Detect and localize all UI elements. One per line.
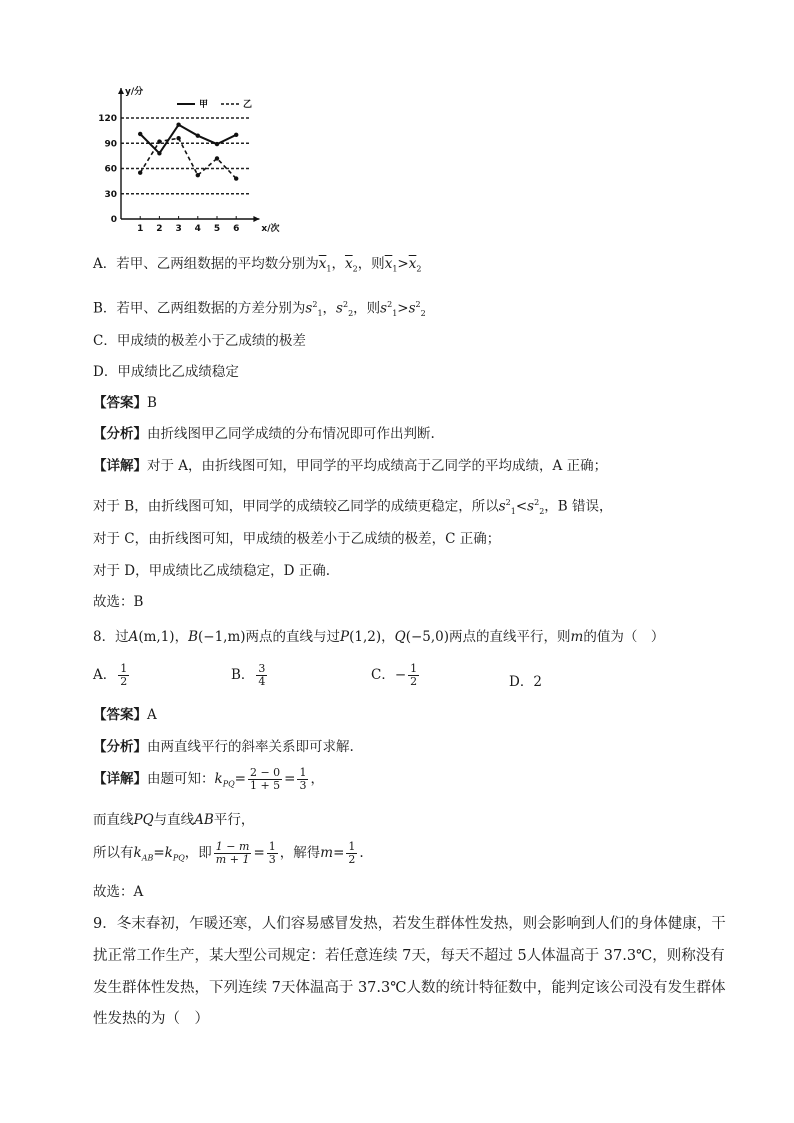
data-point <box>215 142 219 146</box>
q9-stem-line-4: 性发热的为（ ） <box>93 1011 209 1027</box>
q7-answer: 【答案】B <box>93 395 157 411</box>
data-point <box>138 132 142 136</box>
q7-option-b: B．若甲、乙两组数据的方差分别为$s^2_1$，$s^2_2$，则$s^2_1>s^2_2$ <box>93 300 426 319</box>
x-axis-arrow <box>253 216 259 222</box>
data-point <box>157 151 161 155</box>
y-axis-label: y/分 <box>125 87 144 97</box>
q7-analysis: 【分析】由折线图甲乙同学成绩的分布情况即可作出判断. <box>93 426 435 442</box>
q7-option-d: D．甲成绩比乙成绩稳定 <box>93 364 239 380</box>
legend-label-jia: 甲 <box>199 100 209 110</box>
q7-option-a: A．若甲、乙两组数据的平均数分别为$\overline{x}_1$，$\overline{x}_2$，则$\overline{x}_1>\overline{x}_2$ <box>93 256 422 274</box>
series-line-yi <box>140 138 236 178</box>
chart-series <box>138 123 238 181</box>
q7-final: 故选：B <box>93 594 144 610</box>
x-tick-label: 3 <box>175 224 182 234</box>
chart-legend <box>177 99 252 110</box>
q8-analysis: 【分析】由两直线平行的斜率关系即可求解. <box>93 739 354 755</box>
data-point <box>176 123 180 127</box>
q8-option-d: D．2 <box>509 674 542 690</box>
q8-answer: 【答案】A <box>93 707 157 723</box>
q9-stem-line-2: 扰正常工作生产，某大型公司规定：若任意连续 7天，每天不超过 5人体温高于 37.3℃，则称没有 <box>93 948 725 964</box>
q8-option-a: A． $\frac{1}{2}$ <box>93 662 128 688</box>
q9-stem-line-3: 发生群体性发热，下列连续 7天体温高于 37.3℃人数的统计特征数中，能判定该公司没有发生群体 <box>93 980 726 996</box>
data-point <box>138 171 142 175</box>
data-point <box>157 139 161 143</box>
q8-detail-2: 而直线PQ与直线AB平行， <box>93 812 255 828</box>
data-point <box>196 133 200 137</box>
q8-detail-1: 【详解】由题可知：$k_{PQ}=$ $\frac{2 - 0}{1 + 5}$ = $\frac{1}{3}$ ， <box>93 766 324 792</box>
q7-option-c: C．甲成绩的极差小于乙成绩的极差 <box>93 333 306 349</box>
y-tick-label: 90 <box>104 139 117 150</box>
q7-detail-2: 对于 B，由折线图可知，甲同学的成绩较乙同学的成绩更稳定，所以$s^2_1<s^2_2$，B 错误， <box>93 498 613 517</box>
x-tick-label: 6 <box>233 224 240 234</box>
q7-detail-1: 【详解】对于 A，由折线图可知，甲同学的平均成绩高于乙同学的平均成绩，A 正确； <box>93 458 608 474</box>
q9-stem-line-1: 9．冬末春初，乍暖还寒，人们容易感冒发热，若发生群体性发热，则会影响到人们的身体健康，干 <box>93 916 726 932</box>
q8-option-c: C．− $\frac{1}{2}$ <box>371 662 418 688</box>
data-point <box>176 136 180 140</box>
y-tick-label: 30 <box>104 189 117 200</box>
x-tick-label: 1 <box>137 224 144 234</box>
q7-detail-3: 对于 C，由折线图可知，甲成绩的极差小于乙成绩的极差，C 正确； <box>93 531 501 547</box>
y-axis-arrow <box>118 88 124 94</box>
q8-detail-3: 所以有$k_{AB}=k_{PQ}$，即 $\frac{1 - m}{m + 1}$ = $\frac{1}{3}$ ，解得m= $\frac{1}{2}$ . <box>93 840 364 866</box>
x-tick-label: 2 <box>156 224 163 234</box>
series-line-jia <box>140 125 236 154</box>
q8-stem: 8．过A(m,1)，B(−1,m)两点的直线与过P(1,2)，Q(−5,0)两点的直线平行，则m的值为（ ） <box>93 629 665 645</box>
q8-final: 故选：A <box>93 884 144 900</box>
x-tick-label: 5 <box>213 224 221 234</box>
data-point <box>215 156 219 160</box>
data-point <box>234 133 238 137</box>
line-chart <box>95 82 295 237</box>
y-tick-label: 60 <box>104 164 117 175</box>
x-axis-label: x/次 <box>261 224 280 234</box>
y-tick-label: 0 <box>110 215 117 225</box>
y-tick-label: 120 <box>98 114 117 124</box>
x-tick-label: 4 <box>194 224 201 234</box>
data-point <box>196 173 200 177</box>
q8-option-b: B． $\frac{3}{4}$ <box>231 662 266 688</box>
legend-label-yi: 乙 <box>243 100 253 110</box>
data-point <box>234 176 238 180</box>
q7-detail-4: 对于 D，甲成绩比乙成绩稳定，D 正确. <box>93 563 331 579</box>
